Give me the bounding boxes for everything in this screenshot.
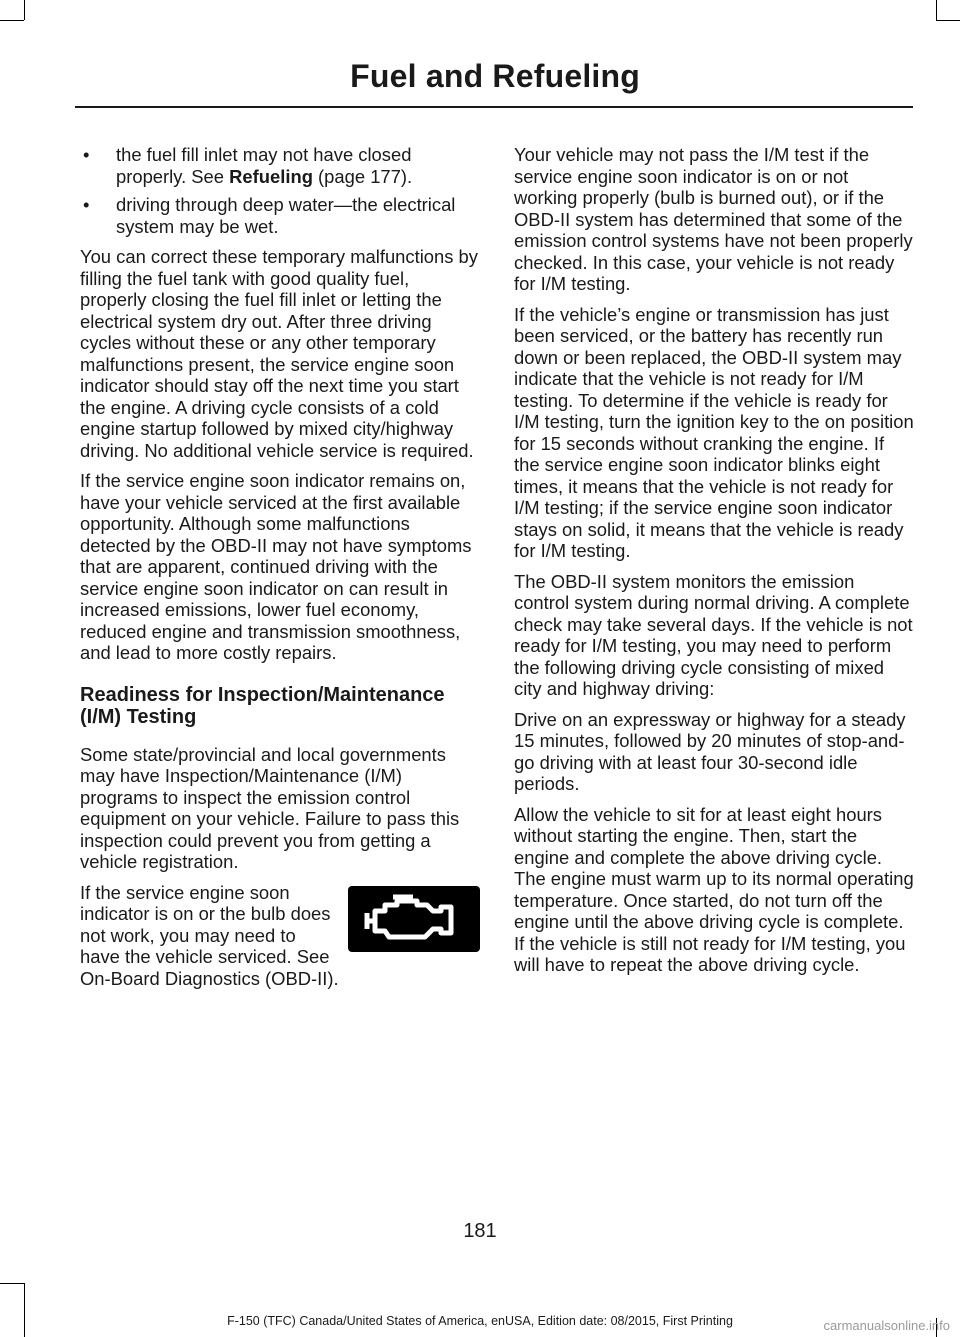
page-title: Fuel and Refueling bbox=[350, 58, 640, 94]
bullet-text-tail: (page 177). bbox=[312, 165, 413, 187]
right-column bbox=[514, 144, 914, 985]
paragraph: The OBD-II system monitors the emission control system during normal driving. A complete check may take several days. If the vehicle is not ready for I/M testing, you may need to perform the following driving cycle consisting of mixed city and highway driving: bbox=[514, 570, 913, 699]
footer-edition: F-150 (TFC) Canada/United States of America, enUSA, Edition date: 08/2015, First Printing bbox=[227, 1314, 733, 1328]
paragraph: If the service engine soon indicator remains on, have your vehicle serviced at the first available opportunity. Although some malfunctions detected by the OBD-II may not have symptoms that are apparent, continued driving with the service engine soon indicator on can result in increased emissions, lower fuel economy, reduced engine and transmission smoothness, and lead to more costly repairs. bbox=[80, 470, 472, 663]
paragraph: If the vehicle’s engine or transmission has just been serviced, or the battery has recently run down or been replaced, the OBD-II system may indicate that the vehicle is not ready for I/M testing. To determine if the vehicle is ready for I/M testing, turn the ignition key to the on position for 15 seconds without cranking the engine. If the service engine soon indicator blinks eight times, it means that the vehicle is not ready for I/M testing; if the service engine soon indicator stays on solid, it means that the vehicle is ready for I/M testing. bbox=[514, 303, 914, 561]
crop-mark-top-left bbox=[24, 0, 25, 20]
crop-mark-bottom-left bbox=[24, 1283, 25, 1337]
left-column bbox=[80, 144, 480, 998]
indicator-paragraph bbox=[80, 882, 480, 990]
bullet-text: the fuel fill inlet may not have closed properly. See bbox=[116, 144, 412, 187]
crop-mark-top-right-h bbox=[936, 20, 960, 21]
paragraph: Some state/provincial and local governments may have Inspection/Maintenance (I/M) programs to inspect the emission control equipment on your vehicle. Failure to pass this inspection could prevent you from getting a vehicle registration. bbox=[80, 743, 460, 872]
paragraph: Drive on an expressway or highway for a steady 15 minutes, followed by 20 minutes of stop-and-go driving with at least four 30-second idle periods. bbox=[514, 708, 906, 794]
bullet-list bbox=[80, 144, 480, 237]
paragraph: Your vehicle may not pass the I/M test if the service engine soon indicator is on or not working properly (bulb is burned out), or if the OBD-II system has determined that some of the emission control systems have not been properly checked. In this case, your vehicle is not ready for I/M testing. bbox=[514, 144, 913, 294]
page-number: 181 bbox=[463, 1220, 497, 1242]
crop-mark-top-right bbox=[936, 0, 937, 20]
list-item: • driving through deep water—the electrical system may be wet. bbox=[80, 194, 480, 237]
list-item bbox=[80, 144, 480, 187]
check-engine-icon bbox=[348, 886, 480, 952]
paragraph: Allow the vehicle to sit for at least eight hours without starting the engine. Then, start the engine and complete the above driving cycle. The engine must warm up to its normal operating temperature. Once started, do not turn off the engine until the above driving cycle is complete. If the vehicle is still not ready for I/M testing, you will have to repeat the above driving cycle. bbox=[514, 803, 914, 975]
crop-mark-top-left-h bbox=[0, 20, 24, 21]
crop-mark-bottom-left-h bbox=[0, 1283, 24, 1284]
refueling-link[interactable]: Refueling bbox=[229, 165, 313, 187]
paragraph: If the service engine soon indicator is on or the bulb does not work, you may need to have the vehicle serviced. See On-Board Diagnostics (OBD-II). bbox=[80, 881, 339, 989]
header-divider bbox=[75, 106, 913, 108]
section-heading: Readiness for Inspection/Maintenance (I/M) Testing bbox=[80, 683, 445, 728]
watermark: carmanualsonline.info bbox=[823, 1318, 950, 1333]
paragraph: You can correct these temporary malfunctions by filling the fuel tank with good quality fuel, properly closing the fuel fill inlet or letting the electrical system dry out. After three driving cycles without these or any other temporary malfunctions present, the service engine soon indicator should stay off the next time you start the engine. A driving cycle consists of a cold engine startup followed by mixed city/highway driving. No additional vehicle service is required. bbox=[80, 246, 478, 461]
